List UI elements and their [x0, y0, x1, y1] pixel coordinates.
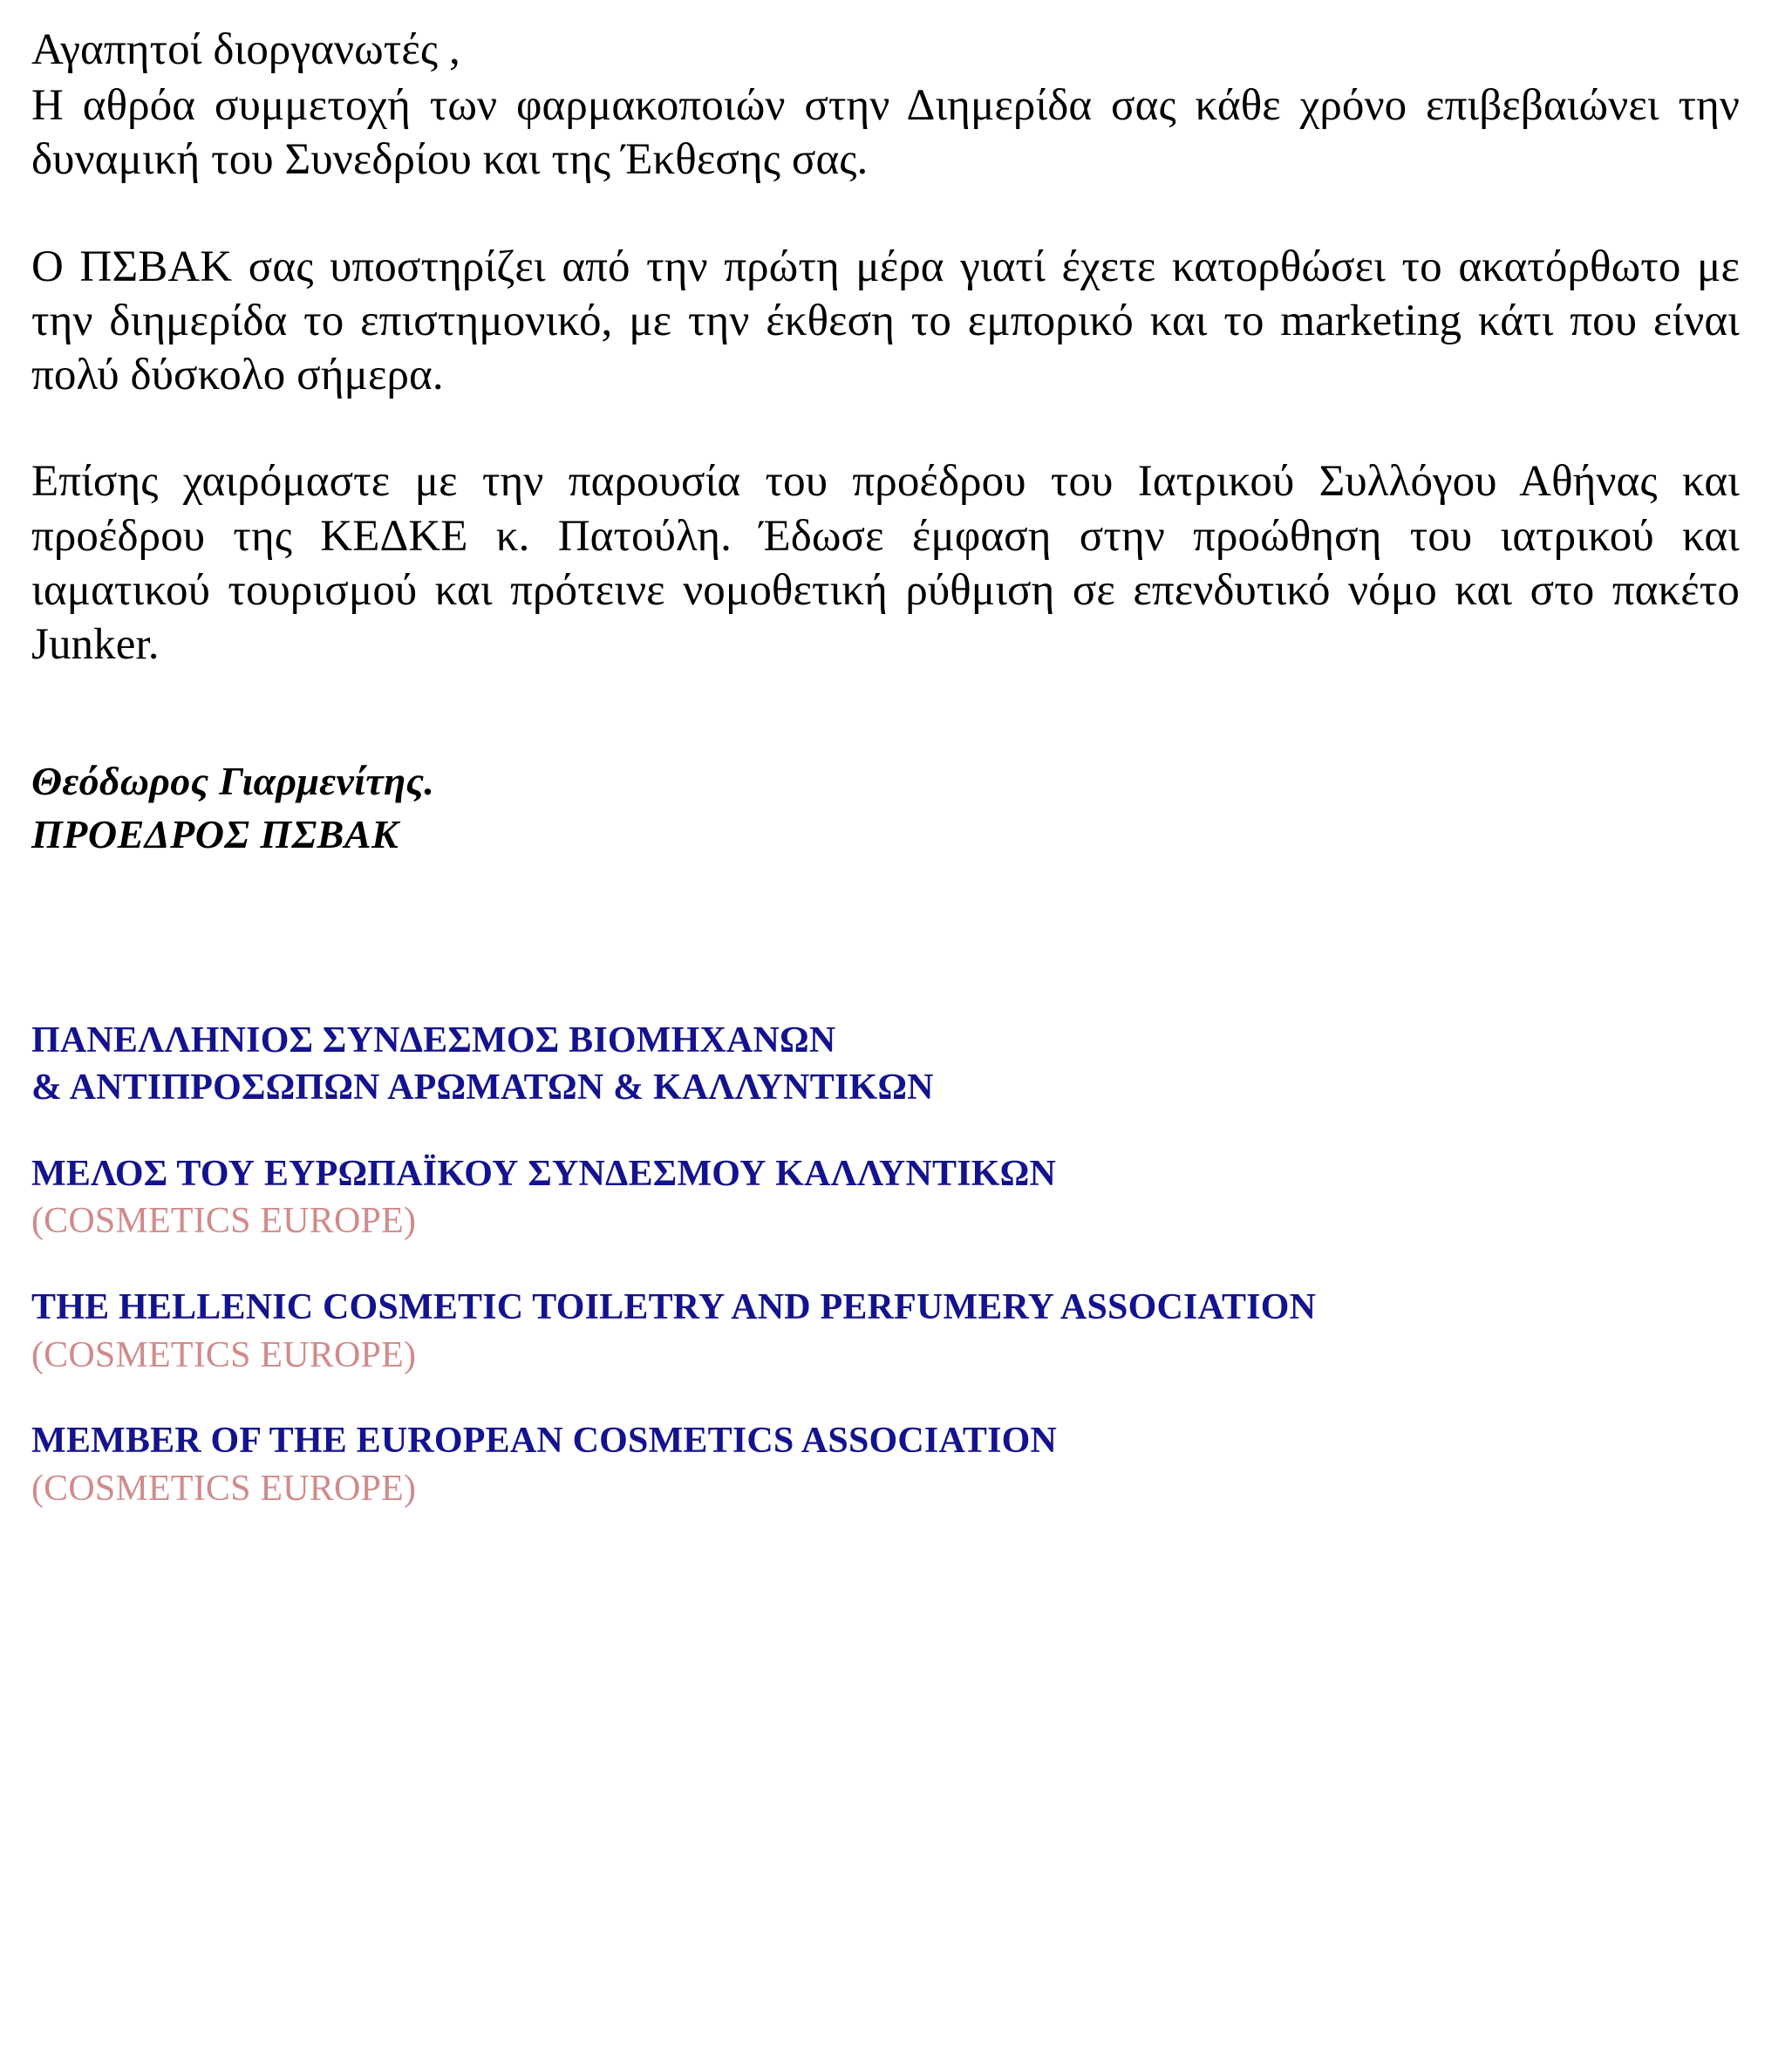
- letter-body: [30, 23, 1747, 672]
- association-footer: [30, 1017, 1747, 1513]
- paragraph-spacer: [30, 188, 1747, 240]
- association-group: [31, 1417, 1747, 1512]
- association-line: THE HELLENIC COSMETIC TOILETRY AND PERFUMERY ASSOCIATION: [31, 1287, 1317, 1327]
- association-group: [31, 1150, 1747, 1245]
- association-group: [31, 1284, 1747, 1379]
- letter-paragraph-3: Επίσης χαιρόμαστε με την παρουσία του προέδρου του Ιατρικού Συλλόγου Αθήνας και προέδρου της ΚΕΔΚΕ κ. Πατούλη. Έδωσε έμφαση στην προώθηση του ιατρικού και ιαματικού τουρισμού και πρότεινε νομοθετική ρύθμιση σε επενδυτικό νόμο και στο πακέτο Junker.: [31, 457, 1740, 669]
- signature-name: Θεόδωρος Γιαρμενίτης.: [31, 759, 435, 804]
- letter-paragraph-2: Ο ΠΣΒΑΚ σας υποστηρίζει από την πρώτη μέρα γιατί έχετε κατορθώσει το ακατόρθωτο με την διημερίδα το επιστημονικό, με την έκθεση το εμπορικό και το marketing κάτι που είναι πολύ δύσκολο σήμερα.: [31, 242, 1740, 400]
- signature-role: ΠΡΟΕΔΡΟΣ ΠΣΒΑΚ: [31, 811, 399, 856]
- association-line: & ΑΝΤΙΠΡΟΣΩΠΩΝ ΑΡΩΜΑΤΩΝ & ΚΑΛΛΥΝΤΙΚΩΝ: [31, 1067, 934, 1108]
- letter-salutation: Αγαπητοί διοργανωτές ,: [31, 25, 460, 74]
- association-line-subtitle: (COSMETICS EUROPE): [31, 1468, 417, 1509]
- association-line-subtitle: (COSMETICS EUROPE): [31, 1201, 417, 1242]
- association-line: ΠΑΝΕΛΛΗΝΙΟΣ ΣΥΝΔΕΣΜΟΣ ΒΙΟΜΗΧΑΝΩΝ: [31, 1020, 836, 1061]
- association-group: [31, 1017, 1747, 1112]
- association-line-subtitle: (COSMETICS EUROPE): [31, 1334, 417, 1375]
- paragraph-spacer: [30, 402, 1747, 454]
- association-line: ΜΕΛΟΣ ΤΟΥ ΕΥΡΩΠΑΪΚΟΥ ΣΥΝΔΕΣΜΟΥ ΚΑΛΛΥΝΤΙΚΩΝ: [31, 1153, 1056, 1194]
- signature-block: [30, 755, 1747, 861]
- letter-paragraph-1: Η αθρόα συμμετοχή των φαρμακοποιών στην Διημερίδα σας κάθε χρόνο επιβεβαιώνει την δυναμική του Συνεδρίου και της Έκθεσης σας.: [31, 81, 1740, 185]
- association-line: MEMBER OF THE EUROPEAN COSMETICS ASSOCIATION: [31, 1421, 1058, 1462]
